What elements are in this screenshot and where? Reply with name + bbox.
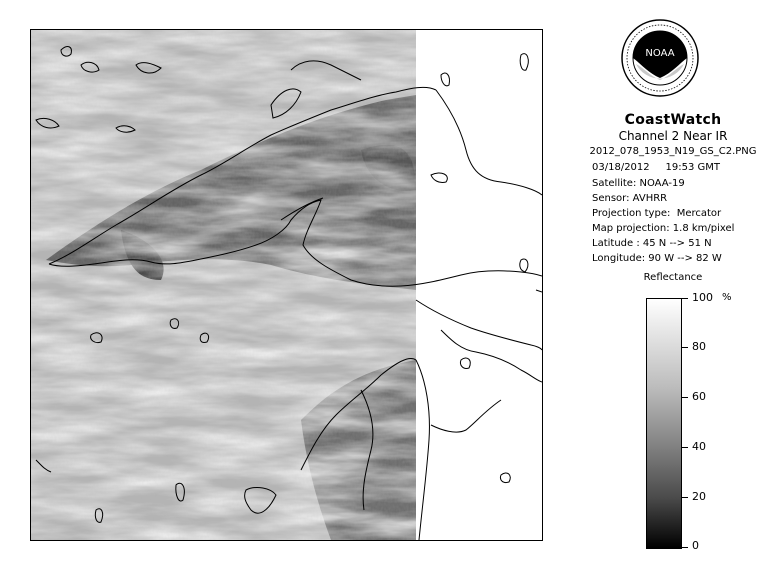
- tick-mark: [682, 397, 688, 398]
- datetime-label: 03/18/2012 19:53 GMT: [592, 162, 721, 173]
- satellite-map-svg: [31, 30, 542, 540]
- satellite-label: Satellite: NOAA-19: [592, 178, 685, 189]
- app-title: CoastWatch: [624, 112, 722, 128]
- projection-type-label: Projection type: Mercator: [592, 208, 722, 219]
- satellite-image: [30, 29, 543, 541]
- longitude-label: Longitude: 90 W --> 82 W: [592, 253, 722, 264]
- noaa-logo-icon: [620, 18, 700, 106]
- tick-mark: [682, 298, 688, 299]
- unit-label: %: [722, 292, 732, 303]
- tick-mark: [682, 547, 688, 548]
- legend-title: Reflectance: [643, 272, 703, 283]
- tick-label-20: 20: [692, 490, 706, 503]
- tick-label-100: 100: [692, 291, 713, 304]
- tick-label-60: 60: [692, 390, 706, 403]
- tick-mark: [682, 347, 688, 348]
- sensor-label: Sensor: AVHRR: [592, 193, 668, 204]
- noaa-logo-text: NOAA: [645, 48, 675, 59]
- tick-label-80: 80: [692, 340, 706, 353]
- channel-subtitle: Channel 2 Near IR: [618, 129, 728, 143]
- noaa-logo: [620, 18, 700, 106]
- tick-label-40: 40: [692, 440, 706, 453]
- tick-mark: [682, 497, 688, 498]
- tick-label-0: 0: [692, 539, 699, 552]
- reflectance-colorbar: [646, 298, 682, 549]
- latitude-label: Latitude : 45 N --> 51 N: [592, 238, 712, 249]
- map-projection-label: Map projection: 1.8 km/pixel: [592, 223, 735, 234]
- tick-mark: [682, 447, 688, 448]
- image-filename: 2012_078_1953_N19_GS_C2.PNG: [589, 146, 757, 157]
- imagery-layer: [31, 30, 416, 540]
